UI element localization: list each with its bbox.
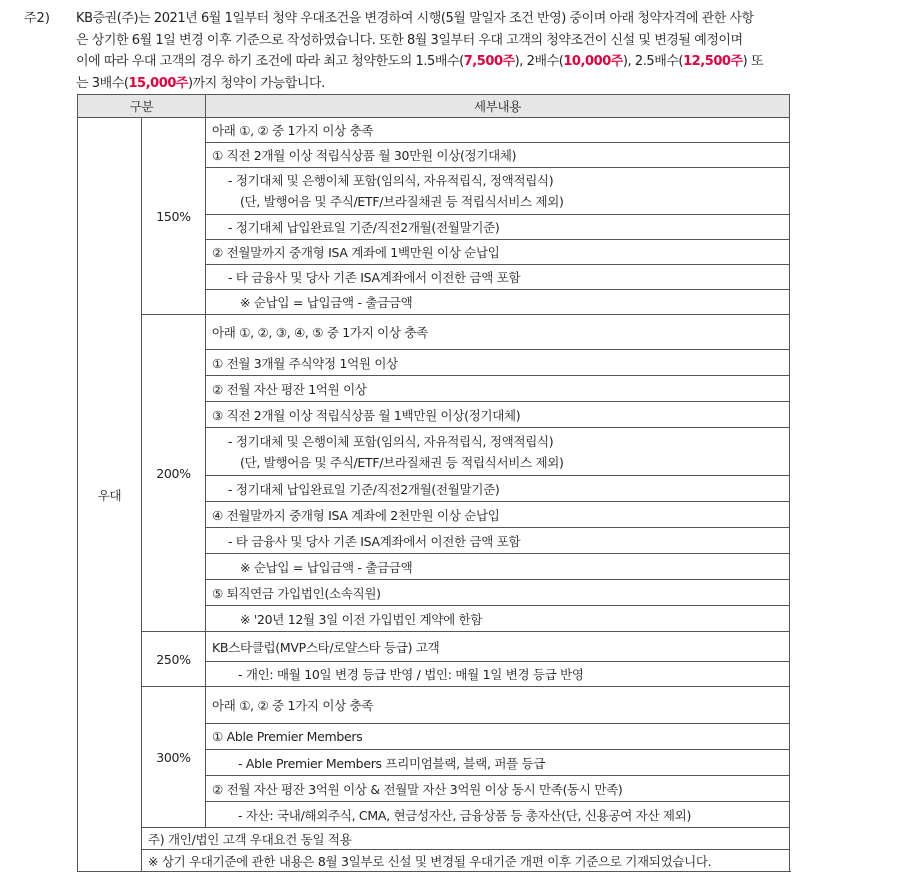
detail-cell: ※ 순납입 = 납입금액 - 출금금액 — [206, 554, 790, 580]
table-row — [78, 828, 790, 850]
detail-cell: ① 직전 2개월 이상 적립식상품 월 30만원 이상(정기대체) — [206, 143, 790, 168]
detail-cell: ② 전월 자산 평잔 3억원 이상 & 전월말 자산 3억원 이상 동시 만족(동시 만족) — [206, 776, 790, 802]
preference-table — [77, 94, 790, 872]
limit-2-5x: 12,500주 — [683, 54, 743, 69]
detail-cell: - 개인: 매월 10일 변경 등급 반영 / 법인: 매월 1일 변경 등급 반영 — [206, 662, 790, 687]
table-row — [78, 315, 790, 350]
detail-cell: ② 전월말까지 중개형 ISA 계좌에 1백만원 이상 순납입 — [206, 240, 790, 265]
tier-250-label: 250% — [142, 632, 206, 687]
detail-cell: ④ 전월말까지 중개형 ISA 계좌에 2천만원 이상 순납입 — [206, 502, 790, 528]
limit-1-5x: 7,500주 — [463, 54, 515, 69]
table-row — [78, 687, 790, 724]
note-body — [76, 8, 796, 94]
limit-2x: 10,000주 — [563, 54, 623, 69]
footnote-outer: ※ 상기 우대기준에 관한 내용은 8월 3일부로 신설 및 변경될 우대기준 개편 이후 기준으로 기재되었습니다. — [142, 850, 790, 872]
note-line: 이에 따라 우대 고객의 경우 하기 조건에 따라 최고 청약한도의 1.5배수(7,500주), 2배수(10,000주), 2.5배수(12,500주) 또 — [76, 54, 764, 69]
note-line: 은 상기한 6월 1일 변경 이후 기준으로 작성하였습니다. 또한 8월 3일부터 우대 고객의 청약조건이 신설 및 변경될 예정이며 — [76, 32, 743, 48]
tier-150-label: 150% — [142, 118, 206, 315]
table-row — [78, 118, 790, 143]
category-cell: 우대 — [78, 118, 142, 872]
detail-cell: - 타 금융사 및 당사 기존 ISA계좌에서 이전한 금액 포함 — [206, 265, 790, 290]
detail-cell: ① Able Premier Members — [206, 724, 790, 750]
table-header-row — [78, 95, 790, 118]
detail-cell: ※ 순납입 = 납입금액 - 출금금액 — [206, 290, 790, 315]
detail-cell: ⑤ 퇴직연금 가입법인(소속직원) — [206, 580, 790, 606]
detail-cell: - 정기대체 납입완료일 기준/직전2개월(전월말기준) — [206, 476, 790, 502]
note-label: 주2) — [24, 11, 50, 26]
tier-200-label: 200% — [142, 315, 206, 632]
detail-cell: 아래 ①, ② 중 1가지 이상 충족 — [206, 118, 790, 143]
note-line: KB증권(주)는 2021년 6월 1일부터 청약 우대조건을 변경하여 시행(5월 말일자 조건 반영) 중이며 아래 청약자격에 관한 사항 — [76, 11, 754, 26]
detail-cell: - 정기대체 및 은행이체 포함(임의식, 자유적립식, 정액적립식) (단, 발행어음 및 주식/ETF/브라질채권 등 적립식서비스 제외) — [206, 428, 790, 476]
detail-cell: ※ '20년 12월 3일 이전 가입법인 계약에 한함 — [206, 606, 790, 632]
tier-300-label: 300% — [142, 687, 206, 828]
table-row — [78, 850, 790, 872]
detail-cell: ③ 직전 2개월 이상 적립식상품 월 1백만원 이상(정기대체) — [206, 402, 790, 428]
limit-3x: 15,000주 — [128, 75, 189, 91]
detail-cell: KB스타클럽(MVP스타/로얄스타 등급) 고객 — [206, 632, 790, 662]
header-category: 구분 — [78, 95, 206, 118]
detail-cell: ② 전월 자산 평잔 1억원 이상 — [206, 376, 790, 402]
footnote-inner: 주) 개인/법인 고객 우대요건 동일 적용 — [142, 828, 790, 850]
detail-cell: - 자산: 국내/해외주식, CMA, 현금성자산, 금융상품 등 총자산(단, 신용공여 자산 제외) — [206, 802, 790, 828]
detail-cell: 아래 ①, ② 중 1가지 이상 충족 — [206, 687, 790, 724]
detail-cell: - 정기대체 납입완료일 기준/직전2개월(전월말기준) — [206, 215, 790, 240]
detail-cell: ① 전월 3개월 주식약정 1억원 이상 — [206, 350, 790, 376]
table-row — [78, 632, 790, 662]
note-line: 는 3배수(15,000주)까지 청약이 가능합니다. — [76, 75, 325, 91]
detail-cell: - 정기대체 및 은행이체 포함(임의식, 자유적립식, 정액적립식) (단, 발행어음 및 주식/ETF/브라질채권 등 적립식서비스 제외) — [206, 168, 790, 215]
header-details: 세부내용 — [206, 95, 790, 118]
detail-cell: - Able Premier Members 프리미엄블랙, 블랙, 퍼플 등급 — [206, 750, 790, 776]
detail-cell: - 타 금융사 및 당사 기존 ISA계좌에서 이전한 금액 포함 — [206, 528, 790, 554]
detail-cell: 아래 ①, ②, ③, ④, ⑤ 중 1가지 이상 충족 — [206, 315, 790, 350]
